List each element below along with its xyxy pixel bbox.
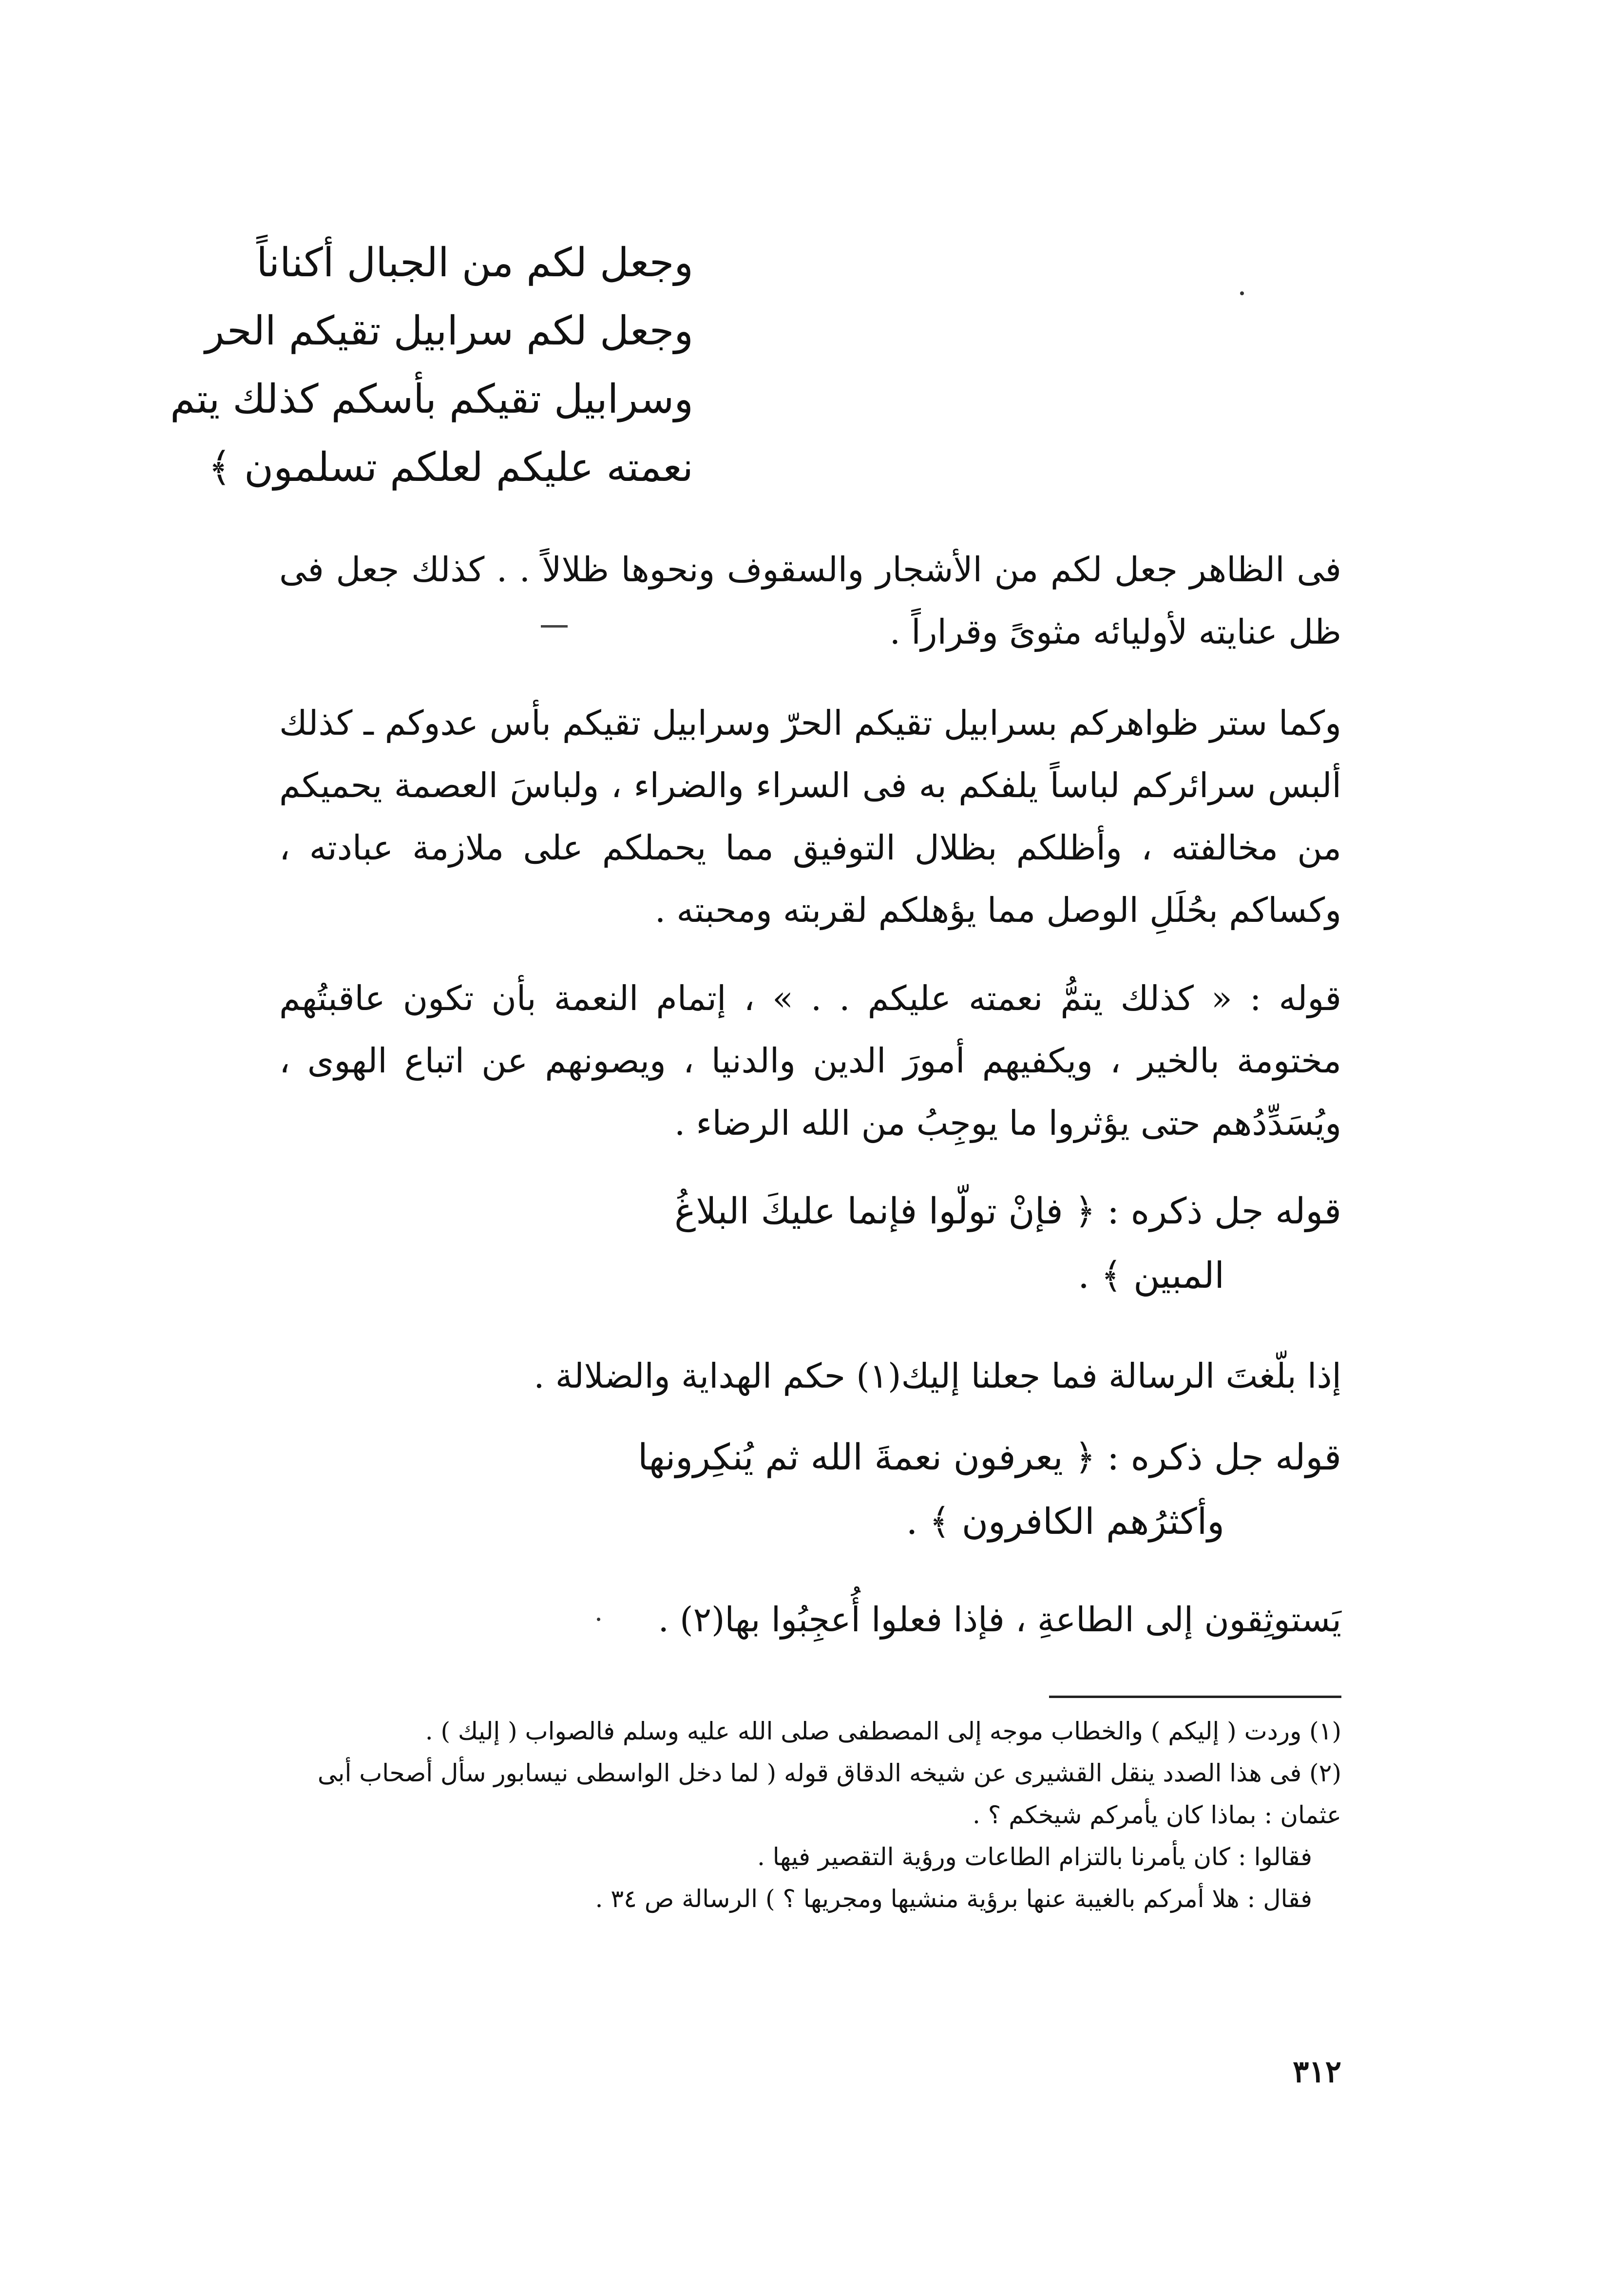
paragraph-commentary-5: يَستوثِقون إلى الطاعةِ ، فإذا فعلوا أُعجِبُوا بها(٢) . <box>658 1600 1341 1640</box>
scan-speck <box>1240 291 1244 295</box>
footnote-2-line: فقالوا : كان يأمرنا بالتزام الطاعات ورؤية التقصير فيها . <box>757 1843 1312 1871</box>
footnote-separator <box>1049 1696 1341 1698</box>
footnotes-block <box>279 1710 1341 1920</box>
quote-heading-line: قوله جل ذكره : ﴿ فإنْ تولّوا فإنما عليكَ البلاغُ <box>674 1190 1341 1232</box>
footnote-1: (١) وردت ( إليكم ) والخطاب موجه إلى المصطفى صلى الله عليه وسلم فالصواب ( إليك ) . <box>425 1717 1341 1745</box>
paragraph-commentary-3: قوله : « كذلك يتمُّ نعمته عليكم . . » ، إتمام النعمة بأن تكون عاقبتُهم مختومة بالخير ، ويكفيهم أمورَ الدين والدنيا ، ويصونهم عن اتباع الهوى ، ويُسَدِّدُهم حتى يؤثروا ما يوجِبُ من الله الرضاء . <box>279 978 1341 1143</box>
footnote-2-line: فقال : هلا أمركم بالغيبة عنها برؤية منشيها ومجريها ؟ ) الرسالة ص ٣٤ . <box>595 1885 1312 1913</box>
footnote-2-line: (٢) فى هذا الصدد ينقل القشيرى عن شيخه الدقاق قوله ( لما دخل الواسطى نيسابور سأل أصحاب أبى <box>317 1759 1341 1787</box>
quote-heading-line: المبين ﴾ . <box>1078 1255 1224 1297</box>
paragraph-commentary-2: وكما ستر ظواهركم بسرابيل تقيكم الحرّ وسرابيل تقيكم بأس عدوكم ـ كذلك ألبس سرائركم لباساً يلفكم به فى السراء والضراء ، ولباسَ العصمة يحميكم من مخالفته ، وأظلكم بظلال التوفيق مما يحملكم على ملازمة عبادته ، وكساكم بحُلَلِ الوصل مما يؤهلكم لقربته ومحبته . <box>279 703 1341 930</box>
quote-heading-2 <box>279 1425 1341 1554</box>
scan-dash <box>541 625 568 628</box>
quote-heading-line: قوله جل ذكره : ﴿ يعرفون نعمةَ الله ثم يُنكِرونها <box>638 1436 1341 1478</box>
verse-block <box>109 229 693 502</box>
quote-heading-1 <box>279 1179 1341 1308</box>
verse-line: وسرابيل تقيكم بأسكم كذلك يتم <box>170 376 693 422</box>
paragraph-commentary-4: إذا بلّغتَ الرسالة فما جعلنا إليك(١) حكم الهداية والضلالة . <box>534 1356 1341 1396</box>
verse-line: وجعل لكم سرابيل تقيكم الحر <box>205 308 693 354</box>
verse-line: وجعل لكم من الجبال أكناناً <box>256 240 693 286</box>
page-number: ٣١٢ <box>1293 2054 1341 2089</box>
quote-heading-line: وأكثرُهم الكافرون ﴾ . <box>906 1501 1224 1543</box>
scan-speck <box>597 1618 600 1621</box>
verse-line: نعمته عليكم لعلكم تسلمون ﴾ <box>208 444 693 491</box>
paragraph-commentary-1: فى الظاهر جعل لكم من الأشجار والسقوف ونحوها ظلالاً . . كذلك جعل فى ظل عنايته لأوليائه مثوىً وقراراً . <box>279 550 1341 652</box>
footnote-2-line: عثمان : بماذا كان يأمركم شيخكم ؟ . <box>972 1801 1341 1829</box>
